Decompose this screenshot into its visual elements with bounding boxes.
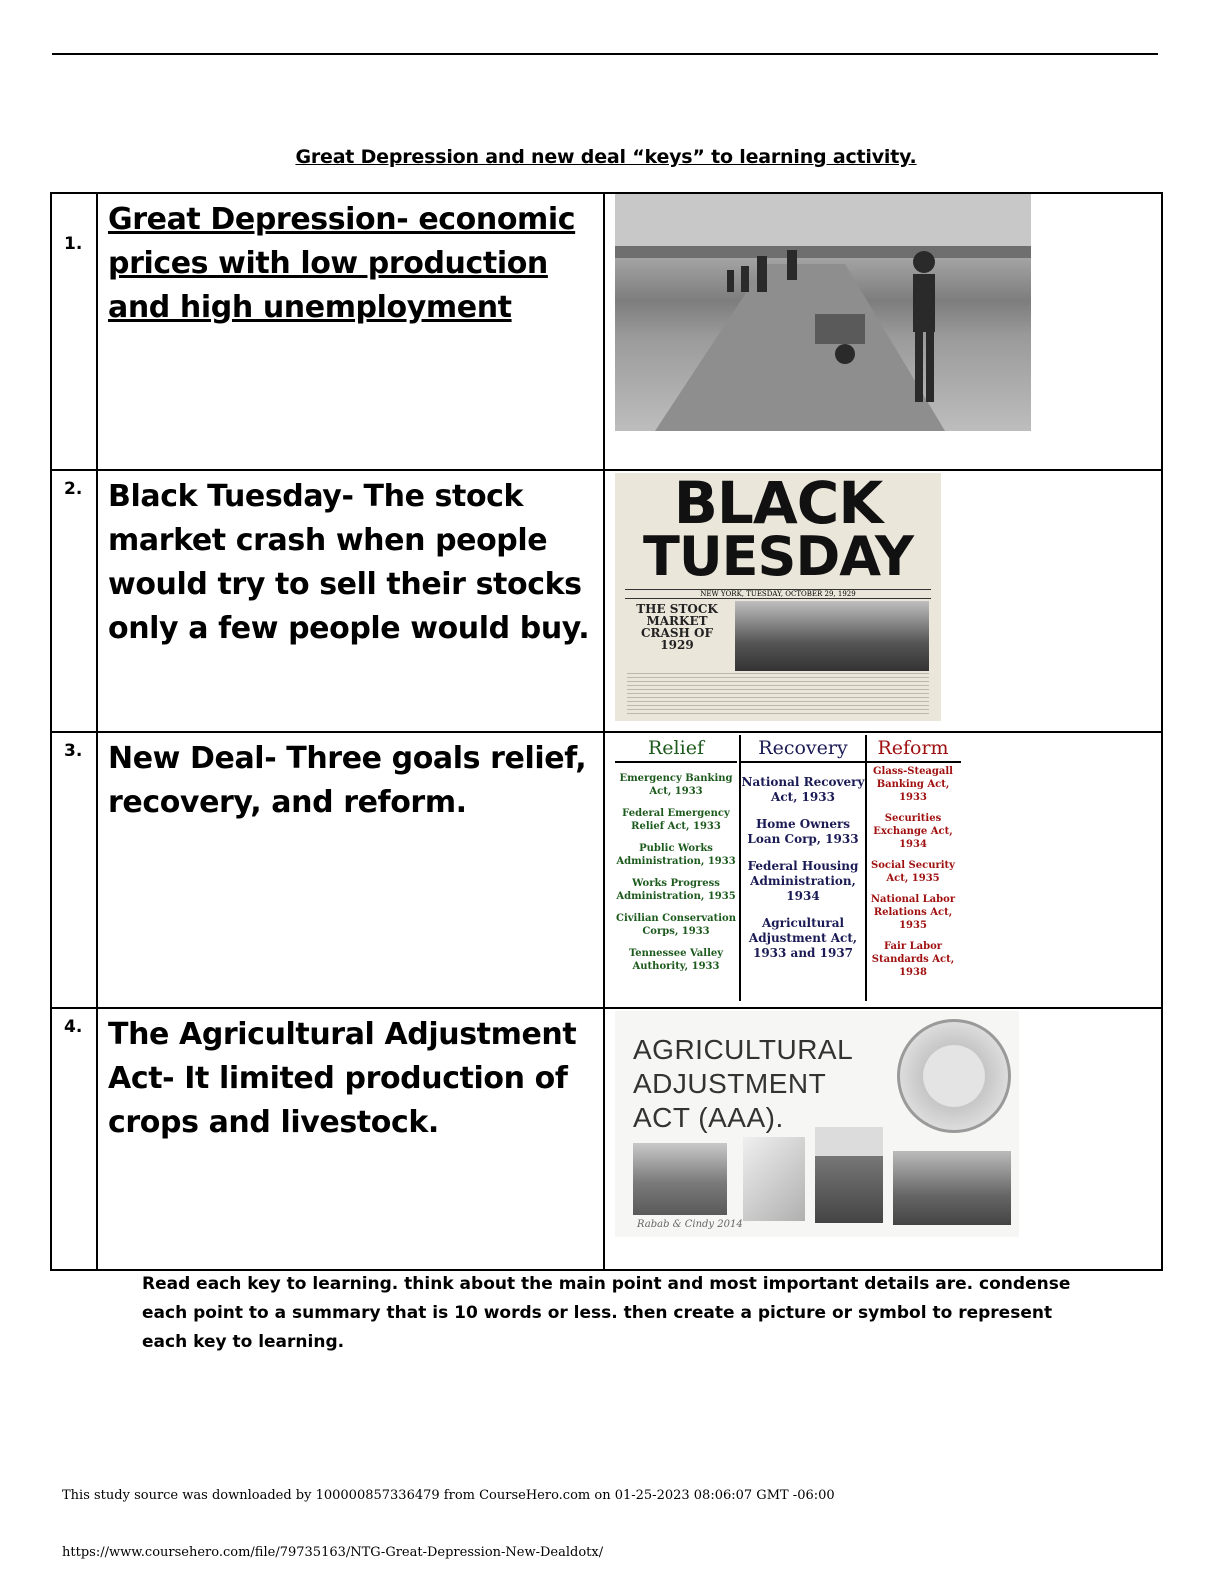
row-description-cell [97,193,604,470]
list-item: Tennessee Valley Authority, 1933 [628,948,724,972]
list-item: National Labor Relations Act, 1935 [870,894,956,931]
relief-header: Relief [615,735,737,763]
new-deal-chart [615,735,961,1003]
list-item: National Recovery Act, 1933 [741,775,865,804]
keys-table [50,192,1163,1271]
newspaper-body-text [627,673,929,717]
usda-seal-icon [897,1019,1011,1133]
footer-source-line: This study source was downloaded by 100000857336479 from CourseHero.com on 01-25-2023 08:06:07 GMT -06:00 [62,1488,835,1503]
reform-header: Reform [865,735,961,763]
farm-machinery-photo [893,1151,1011,1225]
row-number: 2. [64,479,83,499]
wall-street-crowd-photo [735,601,929,671]
corn-photo [743,1137,805,1221]
black-tuesday-newspaper [615,473,941,721]
row-description: The Agricultural Adjustment Act- It limited production of crops and livestock. [108,1017,577,1140]
newspaper-story-title: THE STOCK MARKET CRASH OF 1929 [636,602,718,652]
instructions: Read each key to learning. think about the main point and most important details are. condense each point to a summary that is 10 words or less. then create a picture or symbol to represent each key to learning. [142,1274,1071,1352]
newspaper-dateline: NEW YORK, TUESDAY, OCTOBER 29, 1929 [625,589,931,599]
newspaper-headline-1: BLACK [673,473,883,537]
dust-bowl-family-walking-photo [615,194,1031,431]
top-rule [52,53,1158,55]
newspaper-headline-2: TUESDAY [642,525,913,588]
row-description-cell [97,470,604,732]
list-item: Social Security Act, 1935 [871,860,955,884]
row-number-cell [51,732,97,1008]
list-item: Federal Emergency Relief Act, 1933 [622,808,730,832]
list-item: Fair Labor Standards Act, 1938 [871,941,955,978]
list-item: Works Progress Administration, 1935 [616,878,736,902]
row-number: 3. [64,741,83,761]
row-description: New Deal- Three goals relief, recovery, and reform. [108,741,587,820]
row-number: 1. [64,234,83,254]
row-image-cell [604,732,1162,1008]
row-number-cell [51,1008,97,1270]
row-image-cell [604,470,1162,732]
table-row [51,1008,1162,1270]
book-cover-photo [815,1127,883,1223]
aaa-title-line: ACT (AAA). [633,1102,784,1133]
aaa-title [633,1033,853,1135]
list-item: Public Works Administration, 1933 [616,843,736,867]
row-description: Great Depression- economic prices with low production and high unemployment [108,202,576,325]
list-item: Civilian Conservation Corps, 1933 [615,913,736,937]
row-image-cell [604,1008,1162,1270]
aaa-title-line: ADJUSTMENT [633,1068,827,1099]
list-item: Agricultural Adjustment Act, 1933 and 1937 [748,916,858,960]
reform-column [865,735,961,1001]
row-number: 4. [64,1017,83,1037]
list-item: Federal Housing Administration, 1934 [747,859,859,903]
list-item: Securities Exchange Act, 1934 [873,813,953,850]
row-description-cell [97,732,604,1008]
row-number-cell [51,193,97,470]
footer-url-link[interactable]: https://www.coursehero.com/file/79735163/NTG-Great-Depression-New-Dealdotx/ [62,1545,604,1560]
recovery-column [739,735,867,1001]
recovery-header: Recovery [741,735,865,763]
row-description: Black Tuesday- The stock market crash when people would try to sell their stocks only a few people would buy. [108,479,590,646]
list-item: Glass-Steagall Banking Act, 1933 [873,766,953,803]
document-title: Great Depression and new deal “keys” to learning activity. [295,146,917,168]
table-row [51,732,1162,1008]
relief-column [615,735,737,1001]
row-image-cell [604,193,1162,470]
row-description-cell [97,1008,604,1270]
aaa-caption: Rabab & Cindy 2014 [637,1219,743,1230]
list-item: Home Owners Loan Corp, 1933 [747,817,859,846]
farm-field-photo [633,1143,727,1215]
list-item: Emergency Banking Act, 1933 [619,773,733,797]
aaa-title-line: AGRICULTURAL [633,1034,854,1065]
table-row [51,193,1162,470]
aaa-graphic [615,1011,1019,1237]
table-row [51,470,1162,732]
row-number-cell [51,470,97,732]
photo-illustration [615,194,1031,431]
